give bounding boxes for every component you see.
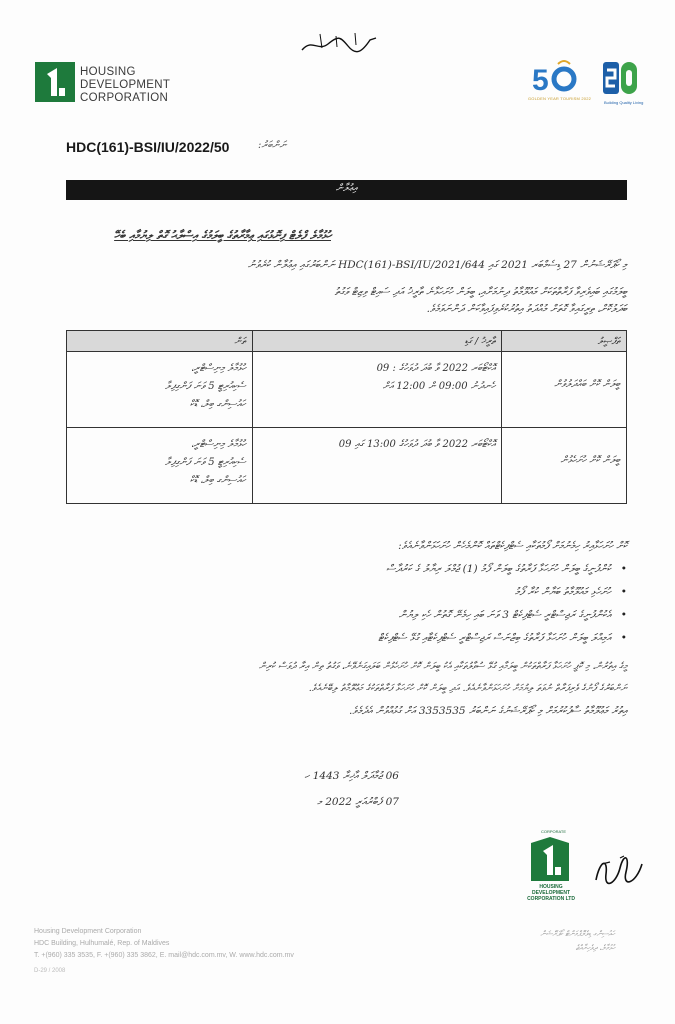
datetime-cell: އޮކްޓޯބަރ 2022 ވާ ބުދަ ދުވަހުގެ : 09 ހެނދުނު 09:00 ން 12:00 އަށް: [376, 363, 496, 392]
item-cell: ބީލަން ކޮށް ބައްދަލުވުން: [554, 379, 620, 390]
reference-label: ނަންބަރު:: [258, 140, 287, 151]
table-row: [67, 352, 627, 428]
hdc-20-anniversary-logo-icon: [603, 58, 639, 98]
page-code: D-29 / 2008: [34, 968, 66, 974]
stamp-text: HOUSING DEVELOPMENT CORPORATION LTD: [527, 884, 575, 902]
announcement-banner: [66, 180, 627, 200]
golden-year-caption: GOLDEN YEAR TOURISM 2022: [528, 96, 592, 101]
hdc-corporate-stamp-icon: [527, 835, 573, 883]
table-row: [67, 428, 627, 504]
requirements-list: [107, 563, 627, 655]
item-cell: ބީލަން ކޮށް ހުށަހެޅުން: [560, 455, 620, 466]
column-header-place: ތަން: [67, 331, 253, 352]
banner-title: އިޢުލާން: [335, 183, 358, 194]
table-header-row: [67, 331, 627, 352]
requirements-heading: ކޮށް ހުށަހަޅާއިރު ހިމެނުމަށް ފޯމުތަކާއި ސެޓްފިކެޓްތައް ކޮންމެހެން ހުށަހަޅަންވާނެއެވެ:: [398, 540, 627, 552]
footer-dhivehi-address: ހުޅުމާލެ، ދިވެހިރާއްޖެ: [575, 943, 615, 952]
footer-dhivehi-org: ހައުސިންގ ޑިވެލޮޕްމަންޓް ކޯޕަރޭޝަން: [540, 929, 615, 938]
gregorian-date: 07 ފެބްރުއަރީ 2022 މ: [317, 796, 399, 808]
stamp-top-text: CORPORATE: [541, 829, 567, 834]
list-item: •އެކުންފުނީގެ ރަޖިސްޓްރީ ސެޓްފިކެޓް 3 ވަނަ ބައި ހިމެނޭ ގޮތުން ހެކި ލިޔުން: [398, 609, 627, 621]
column-header-item: ތަފްޞީލު: [502, 331, 627, 352]
bismillah-calligraphy: [300, 30, 380, 56]
schedule-table: [66, 330, 627, 504]
paragraph-line: މި ކޯޕަރޭޝަނުން 27 ޑިސެމްބަރ 2021 ގައި HDC(161)-BSI/IU/2021/644 ނަންބަރުގައި އިޢުލާން ކުރެވުނު: [247, 259, 627, 271]
list-item: •ހުށަހެޅި މައުލޫމާތު ބަޔާން ކުރާ ފޯމު: [514, 586, 627, 598]
hdc-logo-icon: [35, 62, 75, 102]
svg-text:5: 5: [532, 64, 549, 97]
closing-line: އިތުރު މަޢުލޫމާތު ސާފުކުރުމަށް މި ކޯޕަރޭޝަނުގެ ނަންބަރު 3353535 އަށް ގުޅުއްވުން އެދެމެވެ.: [349, 705, 627, 717]
column-header-datetime: ތާރީޚު / ގަޑި: [252, 331, 502, 352]
list-item: •އަމިއްލަ ބީލަން ހުށަހަޅާ ފަރާތުގެ ބިޒްނަސް ރަޖިސްޓްރީ ސެޓްފިކެޓާއި ގުޅޭ ސެޓްފިކެޓް: [378, 632, 627, 644]
hijri-date: 06 ޖުމާދަލް އާޚިރާ 1443 ހ: [304, 770, 399, 782]
hdc-logo-text: HOUSING DEVELOPMENT CORPORATION: [80, 66, 171, 104]
building-quality-living-caption: Building Quality Living: [604, 100, 644, 105]
place-cell: ހުޅުމާލެ މިނިސްޓްރީ، ސެކިއުރިޓީ 5 ވަނަ ފަންގިފިލާ ހައުސިންގ ބިލް، ޑޮކް: [164, 363, 246, 410]
golden-year-50-logo-icon: [530, 58, 578, 98]
place-cell: ހުޅުމާލެ މިނިސްޓްރީ، ސެކިއުރިޓީ 5 ވަނަ ފަންގިފިލާ ހައުސިންގ ބިލް، ޑޮކް: [164, 439, 246, 486]
subject-heading: ހުޅުމާލެ ފްލެޓް ފިނޮޅުގައި ޢިމާރާތުގެ ބީލަމުގެ އިސްލާޙު ގޮތް ލިޔުމާއި ބެހޭ: [114, 228, 331, 242]
paragraph-line: ބަދަލުކޮށް، ތިރީގައިވާ ގޮތަށް މުއްދަތު އިތުރުކުރެވިފައިވާކަން ދަންނަވަމެވެ.: [426, 303, 627, 315]
list-item: •ކުންފުނީގެ ބީލަން ހުށަހަޅާ ފަރާތުގެ ބީލަން ފޯމު (1) ޖުމްލަ ރިޔާލު ގެ ކަރުދާސް: [386, 563, 627, 575]
datetime-cell: އޮކްޓޯބަރ 2022 ވާ ބުދަ ދުވަހުގެ 13:00 ގައި 09: [338, 439, 496, 450]
closing-line: ނަންބަރުގެ ފޯނުގެ ވެރިފަރާތް ނުވަތަ ލިޔުމަށް ހުށަހަޅަންވާނެއެވެ. އަދި ބީލަން ކޮށް ހުށަހަޅާ ފަރާތްތަކުގެ މަޢުލޫމާތު ލިބޭނެއެވެ.: [308, 683, 627, 694]
closing-line: މީގެ އިތުރުން، މި ކޮޕީ ހުށަހަޅާ ފަރާތްތަކުން ބީލަމާއި ގުޅޭ ސުވާލުތަކާއި އެކު ބީލަން ކޮށް ހުށަހެޅުން ބަލައިގަނެވޭނެ، ވަގުތު ތިން އިރާ ދުވަސް ކުރިން: [258, 661, 627, 672]
footer-address: Housing Development Corporation HDC Building, Hulhumalé, Rep. of Maldives T. +(960) 335 3535, F. +(960) 335 3862, E. mail@hdc.com.mv, W. www.hdc.com.mv: [34, 928, 294, 959]
signature: [590, 850, 645, 890]
paragraph-line: ބީލަމުގައި ބައިވެރިވާ ފަރާތްތަކަށް މައުލޫމާތު ދިނުމަށާއި، ބީލަން ހުށަހަޅާނެ ތާރީޚު އަދި ސައިޓް ވިޒިޓް ވަގުތު: [334, 286, 627, 298]
reference-number: HDC(161)-BSI/IU/2022/50: [66, 139, 230, 155]
